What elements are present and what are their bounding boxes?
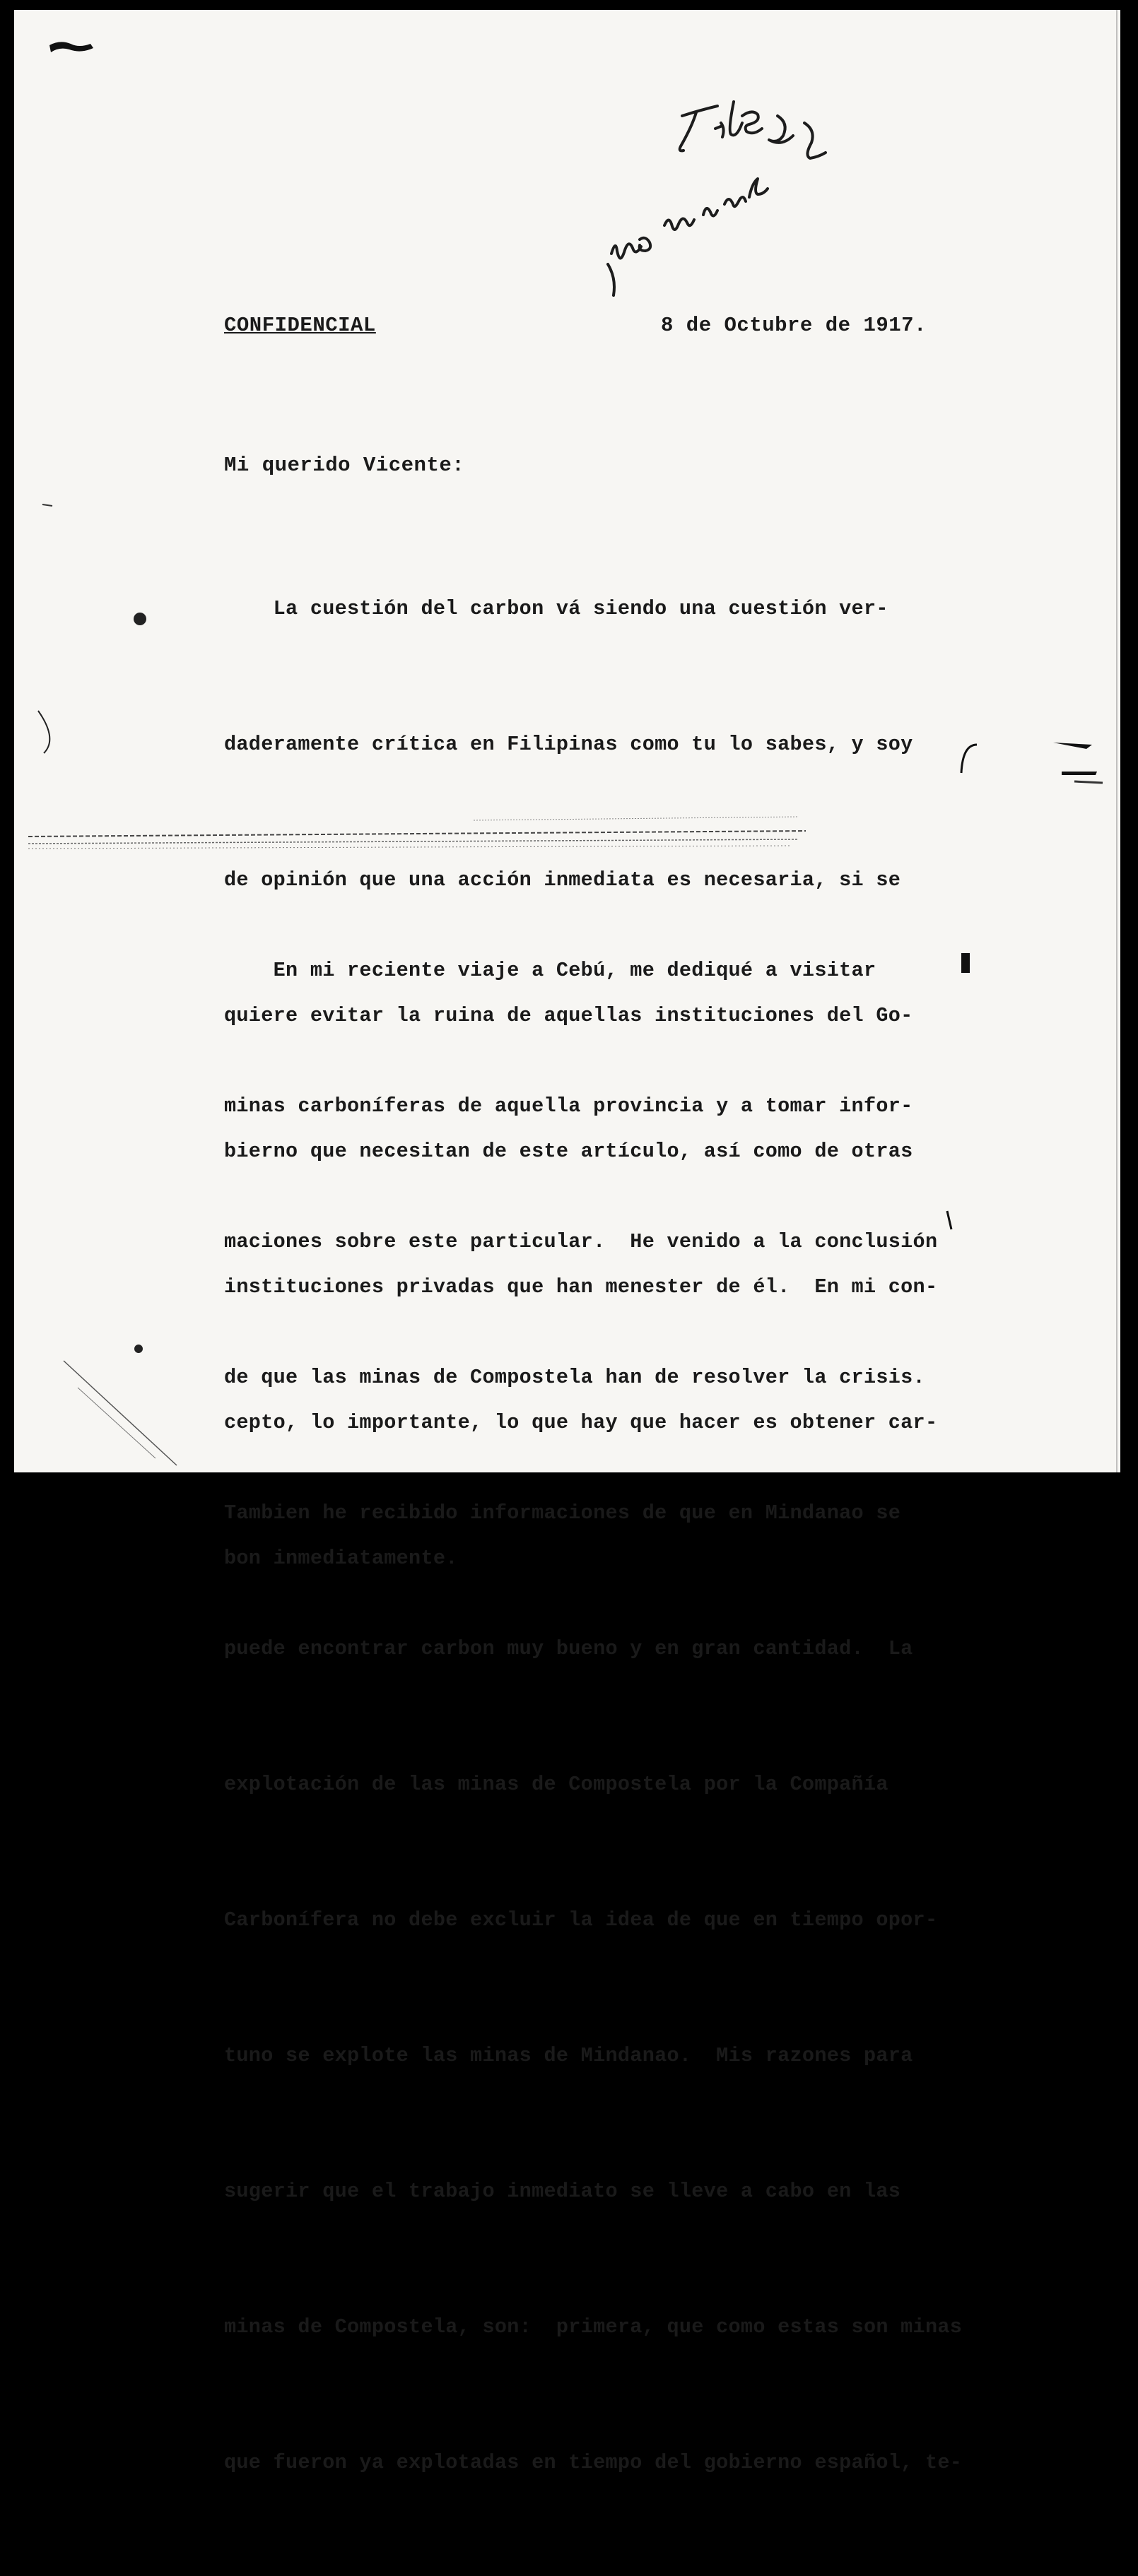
text-line: de que las minas de Compostela han de resolver la crisis.	[224, 1366, 925, 1389]
bracket-mark	[961, 745, 977, 773]
text-line: bon inmediatamente.	[224, 1547, 458, 1570]
text-line: de opinión que una acción inmediata es necesaria, si se	[224, 868, 901, 892]
text-line: minas carboníferas de aquella provincia y a tomar infor-	[224, 1094, 913, 1118]
text-line: sugerir que el trabajo inmediato se lleve a cabo en las	[224, 2180, 901, 2203]
smudge-dot	[134, 1345, 143, 1353]
fold-line	[64, 1361, 177, 1465]
handwritten-annotation	[608, 102, 826, 295]
text-line: minas de Compostela, son: primera, que como estas son minas	[224, 2315, 963, 2339]
confidential-label: CONFIDENCIAL	[224, 314, 376, 337]
text-line: instituciones privadas que han menester de él. En mi con-	[224, 1275, 938, 1299]
fold-line	[78, 1388, 156, 1458]
text-line: daderamente crítica en Filipinas como tu lo sabes, y soy	[224, 733, 913, 756]
margin-dash	[1053, 743, 1092, 749]
text-line: tuno se explote las minas de Mindanao. Mis razones para	[224, 2044, 913, 2067]
text-line: La cuestión del carbon vá siendo una cuestión ver-	[224, 597, 888, 620]
document-page	[14, 10, 1120, 2474]
edge-tick	[42, 504, 52, 506]
margin-dash	[1074, 781, 1103, 783]
text-line: bierno que necesitan de este artículo, así como de otras	[224, 1140, 913, 1163]
ink-blot	[961, 953, 970, 973]
margin-dash	[1062, 772, 1097, 775]
paragraph-2	[224, 858, 962, 2576]
letter-date: 8 de Octubre de 1917.	[661, 314, 927, 337]
text-line: Tambien he recibido informaciones de que en Mindanao se	[224, 1501, 901, 1525]
smudge-mark	[49, 42, 93, 52]
margin-curve	[38, 711, 49, 753]
text-line: puede encontrar carbon muy bueno y en gran cantidad. La	[224, 1637, 913, 1660]
text-line: Carbonífera no debe excluir la idea de que en tiempo opor-	[224, 1908, 938, 1932]
text-line: que fueron ya explotadas en tiempo del gobierno español, te-	[224, 2451, 963, 2474]
text-line: En mi reciente viaje a Cebú, me dediqué a visitar	[224, 959, 876, 982]
salutation: Mi querido Vicente:	[224, 454, 465, 477]
text-line: quiere evitar la ruina de aquellas instituciones del Go-	[224, 1004, 913, 1027]
smudge-dot	[134, 613, 146, 625]
text-line: cepto, lo importante, lo que hay que hacer es obtener car-	[224, 1411, 938, 1434]
text-line: maciones sobre este particular. He venido a la conclusión	[224, 1230, 938, 1253]
text-line: explotación de las minas de Compostela por la Compañía	[224, 1773, 888, 1796]
